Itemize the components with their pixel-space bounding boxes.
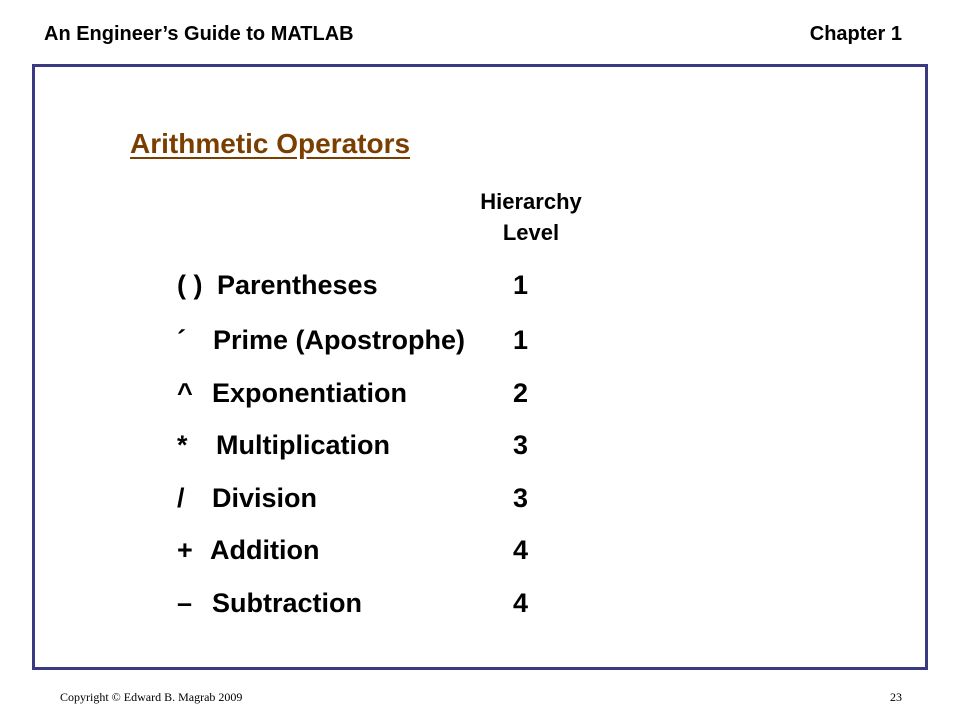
hierarchy-level-header — [458, 186, 604, 248]
operator-symbol: * — [177, 430, 188, 460]
operator-name: Multiplication — [216, 430, 390, 460]
operator-name: Prime (Apostrophe) — [213, 325, 466, 355]
hierarchy-header-line2: Level — [502, 220, 560, 245]
operator-name: Subtraction — [212, 588, 363, 618]
operator-level: 3 — [513, 430, 529, 460]
slide-title: Arithmetic Operators — [130, 128, 411, 159]
operator-row-exponentiation — [177, 376, 577, 410]
operator-level: 4 — [513, 535, 529, 565]
operator-symbol: ( ) — [177, 270, 203, 300]
operator-row-division — [177, 481, 577, 515]
hierarchy-header-line1: Hierarchy — [480, 189, 582, 214]
operator-symbol: ´ — [177, 325, 186, 355]
operator-symbol: + — [177, 535, 193, 565]
operator-level: 2 — [513, 378, 529, 408]
operator-level: 1 — [513, 270, 529, 300]
operator-level: 1 — [513, 325, 529, 355]
operator-symbol: – — [177, 588, 193, 618]
copyright-notice: Copyright © Edward B. Magrab 2009 — [60, 690, 243, 704]
operator-name: Division — [212, 483, 318, 513]
operator-symbol: / — [177, 483, 185, 513]
book-title: An Engineer’s Guide to MATLAB — [44, 23, 354, 45]
operator-name: Addition — [210, 535, 320, 565]
operator-row-multiplication — [177, 428, 577, 462]
operator-symbol: ^ — [177, 378, 193, 408]
page-number: 23 — [890, 690, 902, 704]
operator-row-subtraction — [177, 586, 577, 620]
operator-name: Parentheses — [217, 270, 378, 300]
chapter-label: Chapter 1 — [809, 23, 902, 45]
operator-row-parentheses — [177, 268, 577, 302]
operator-row-addition — [177, 533, 577, 567]
operator-name: Exponentiation — [212, 378, 407, 408]
operator-level: 4 — [513, 588, 529, 618]
operator-level: 3 — [513, 483, 529, 513]
operator-row-prime — [177, 323, 577, 357]
